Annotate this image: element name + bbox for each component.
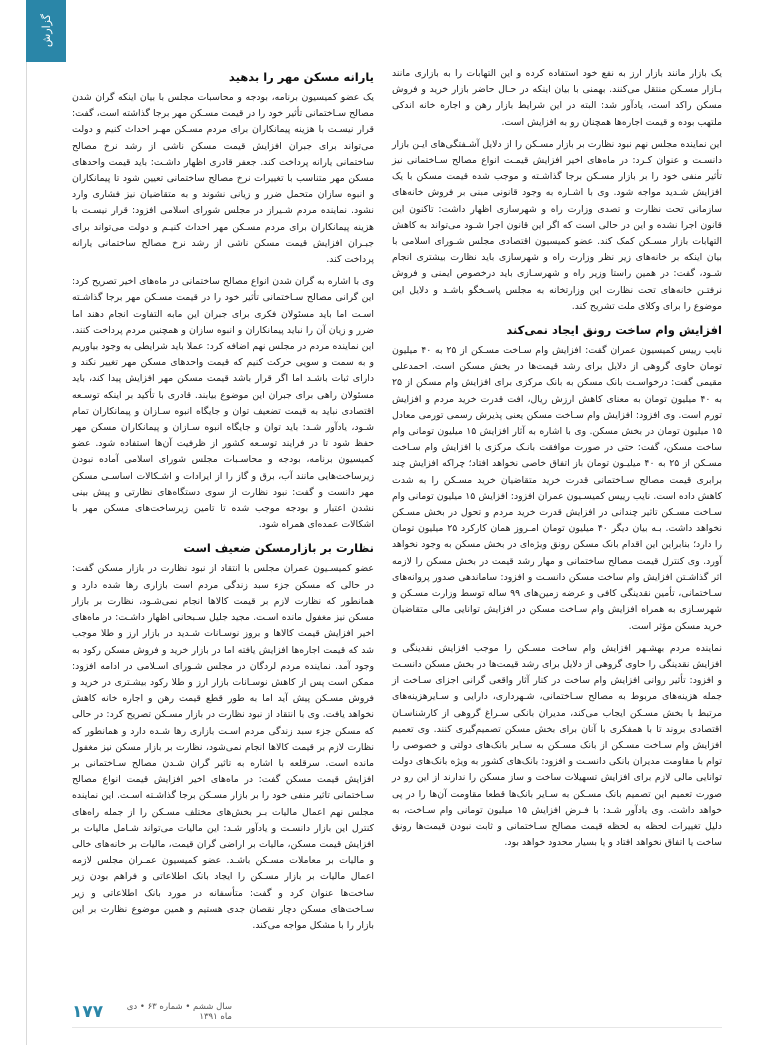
footer-divider	[72, 1027, 722, 1028]
paragraph: این نماینده مجلس نهم نبود نظارت بر بازار مسـکن را از دلایل آشـفتگی‌های ایـن بازار دانسـت و عنوان کـرد: در ماه‌های اخیر افزایش قیمـت انواع مصالح سـاختمانی نیز تأثیر منفی خود را بر بازار مسـکن برجا گذاشـته و موجب شده قیمت مسکن با یک افزایش شـدید مواجه شود. وی با اشـاره به وجود قانونی مبنی بر فروش خانه‌های سازمانی تحت نظارت و تصدی وزارت راه و شهرسازی اظهار داشت: تاکنون این قانون اجرا نشده و این در حالی است که اگر این قانون اجرا شـود می‌تواند به کاهش التهابات بازار مسـکن کمک کند. عضو کمیسیون اقتصادی مجلس شـورای اسلامی با بیان اینکه بر خانه‌های زیر نظر وزارت راه و شهرسازی باید نظارت بیشتری انجام شـود، گفت: در همین راستا وزیر راه و شهرسـازی باید درخصوص ایمنی و فروش نرفتـن خانه‌های تحت نظارت این وزارتخانه به مجلس پاسـخگو باشـد و دلایل این موضوع را برای وکلای ملت تشریح کند.	[392, 138, 722, 312]
side-strip	[26, 62, 67, 1045]
paragraph: نایب رییس کمیسیون عمران گفت: افزایش وام سـاخت مسـکن از ۲۵ به ۴۰ میلیون تومان حاوی گروهی از دلایل برای رشد قیمت‌ها در بخش مسکن است. احمدعلی مقیمی گفت: درخواسـت بانک مسکن به بانک مرکزی برای افزایش وام مسکن از ۲۵ به ۴۰ میلیون تومان به معنای کاهش ارزش ریال، افت قدرت خرید مردم و افزایش تورم است. وی افزود: افزایش وام سـاخت مسکن یعنی پذیرش رسمی تورمی معادل ۱۵ میلیون تومان در بخش مسکن. وی با اشاره به آثار افزایش ۱۵ میلیون تومانی وام ساخت مسکن، گفت: حتی در صورت موافقت بانـک مرکزی با افزایش وام سـاخت مسـکن از ۲۵ به ۴۰ میلیـون تومان باز اتفاق خاصی نخواهد افتاد؛ چراکه افزایش چند برابری قیمت مصالح سـاختمانی قدرت خرید متقاضیان خرید مسـکن را به شدت کاهش داده است. نایب رییس کمیسـیون عمران افزود: افزایش ۱۵ میلیون تومانی وام سـاخت مسـکن تاثیر چندانی در افزایش قدرت خرید مردم و تحول در بخش مسـکن نخواهد داشت. بـه بیان دیگر ۴۰ میلیون تومان امـروز همان کارکرد ۲۵ میلیون تومان را دارد؛ بنابراین این اقدام بانک مسکن رونق ویژه‌ای در بخش مسکن به وجود نخواهد آورد. وی کنترل قیمت مصالح ساختمانی و مهار رشد قیمت در بخش مسکن را لازمه اثر گذاشـتن افزایش وام ساخت مسکن دانسـت و افزود: ساماندهی صدور پروانه‌های سـاختمانی، تأمین نقدینگی کافی و عرضه زمین‌های ۹۹ ساله توسط وزارت مسـکن و شهرسـازی به همراه افزایش وام سـاخت مسکن در افزایش توانایی مالی متقاضیان خرید مسکن مؤثر است.	[392, 345, 723, 632]
paragraph: عضو کمیسـیون عمران مجلس با انتقاد از نبود نظارت در بازار مسکن گفت: در حالی که مسکن جزء سبد زندگی مردم است بازاری رها شده دارد و همانطور که نظارت لازم بر قیمت کالاها انجام نمی‌شـود، نظارت بر بازار مسکن نیز مغفول مانده اسـت. مجید جلیل سـبحانی اظهار داشـت: در ماه‌های اخیر افزایش قیمت کالاها و بروز نوسـانات شـدید در بازار ارز و طلا موجب شد که قیمت اجاره‌ها افزایش یافته اما در بازار خرید و فروش مسکن رکود به وجود آمد. نماینده مردم لردگان در مجلس شـورای اسـلامی در ادامه افزود: ممکن است پس از کاهش نوسـانات بازار ارز و طلا رکود بیشـتری در خرید و فروش مسـکن پیش آید اما به طور قطع قیمت رهن و اجاره خانه کاهش نخواهد یافت. وی با انتقاد از نبود نظارت در بازار مسـکن تصریح کرد: در حالی که مسکن جزء سبد زندگی مردم اسـت بازاری رها شـده دارد و همانطور که نظارت لازم بر قیمت کالاها انجام نمی‌شود، نظارت بر بازار مسکن نیز مغفول مانده است. سرقلعه با اشاره به تاثیر گران شـدن مصالح سـاختمانی بر افزایش قیمت مسکن گفت: در ماه‌های اخیر افزایش قیمت انواع مصالح سـاختمانی تاثیر منفی خود را بر بازار مسـکن برجا گذاشـته اسـت. این نماینده مجلس نهم اعمال مالیات بـر بخش‌های مختلف مسـکن را از جمله راه‌های کنترل این بازار دانسـت و یادآور شـد: این مالیات می‌تواند شـامل مالیات بر افزایش قیمت مسکن، مالیات بر اراضی گران قیمت، مالیات بر خانه‌های خالی و مالیات بر معاملات مسـکن باشـد. عضو کمیسیون عمـران مجلس لازمه اعمال مالیات بر بازار مسـکن را ایجاد بانک اطلاعاتی و فراهم بودن زیر ساخت‌ها عنوان کرد و گفت: متأسفانه در مورد بانک اطلاعاتی و زیر سـاخت‌های مسکن دچار نقصان جدی هستیم و همین موضوع نظارت بر این بازار را با مشکل مواجه می‌کند.	[72, 563, 374, 931]
section-heading: نظارت بر بازارمسکن ضعیف است	[183, 541, 374, 556]
issue-info: سال ششم • شماره ۶۳ • دی ماه ۱۳۹۱	[126, 1002, 232, 1022]
paragraph: یک عضو کمیسیون برنامه، بودجه و محاسبات مجلس با بیان اینکه گران شدن مصالح سـاختمانی تأثیر خود را در قیمت مسـکن مهر برجا گذاشته است، گفت: قرار نیسـت با هزینه پیمانکاران برای مردم مسـکن مهـر احداث کنیم و دولت می‌تواند برای جبران افزایش قیمت مسکن ناشی از رشد نرخ مصالح ساختمانی یارانه پرداخت کند. جعفر قادری اظهار داشـت: باید قیمت واحدهای مسکن مهر متناسب با تغییرات نرخ مصالح ساختمانی تعیین شود تا پیمانکاران و انبوه سازان متحمل ضرر و زیانی نشوند و به متقاضیان نیز فشاری وارد نشود. نماینده مردم شـیراز در مجلس شورای اسلامی افزود: قرار نیسـت با هزینه پیمانکاران برای مردم مسـکن مهر احداث کنیـم و دولت می‌تواند برای جبـران افزایش قیمت مسکن ناشی از رشد نرخ مصالح ساختمانی یارانه پرداخت کند.	[72, 92, 374, 266]
section-tab	[26, 0, 66, 62]
paragraph: یک بازار مانند بازار ارز به نفع خود استفاده کرده و این التهابات را به بازاری مانند بـازار مسـکن منتقل می‌کنند. بهمنی با بیان اینکه در حـال حاضر بازار خرید و فروش مسکن راکد است، یادآور شد: البته در این شرایط بازار رهن و اجاره خانه اندکی ملتهب بوده و قیمت اجاره‌ها همچنان رو به افزایش است.	[392, 68, 722, 128]
page-number: ۱۷۷	[72, 1002, 104, 1022]
section-heading: یارانه مسکن مهر را بدهید	[228, 70, 374, 84]
paragraph: وی با اشاره به گران شدن انواع مصالح ساختمانی در ماه‌های اخیر تصریح کرد: این گرانی مصالح سـاختمانی تأثیر خود را در قیمت مسـکن مهر برجا گذاشـته اسـت اما باید مسئولان فکری برای جبران این مابه التفاوت انجام دهند اما ضرر و زیان آن را نباید پیمانکاران و انبوه سازان و همچنین مردم پرداخت کنند. این نماینده مردم در مجلس نهم اضافه کرد: عملا باید شرایطی به وجود بیاوریم و به سمت و سویی حرکت کنیم که قیمت واحدهای مسکن مهر تغییر نکند و دارای ثبات باشـد اما اگر قرار باشد قیمت مسکن مهر افزایش پیدا کند، باید مسئولان راهی برای جبران این موضوع بیابند. قادری با تأکید بر اینکه توسـعه اقتصادی نباید به قیمت تضعیف توان و جایگاه انبوه سـازان و پیمانکاران تمام شـود، یادآور شـد: باید توان و جایگاه انبوه سـازان و پیمانکاران مسکن مهر حفظ شود تا در فرایند توسـعه کشور از ظرفیت آن‌ها استفاده شود. عضو کمیسیون برنامه، بودجه و محاسـبات مجلس شورای اسلامی آماده نبودن زیرساخت‌هایی مانند آب، برق و گاز را از ایرادات و اشـکالات اساسـی مسکن مهر دانست و گفت: نبود نظارت از سوی دستگاه‌های نظارتی و پیش بینی نشدن اعتبار و بودجه موجب شده تا تامین زیرساخت‌های مسکن مهر با اشکالات عمده‌ای همراه شود.	[72, 276, 374, 531]
section-heading: افزایش وام ساخت رونق ایجاد نمی‌کند	[506, 323, 722, 338]
right-column	[392, 66, 722, 857]
paragraph: نماینده مردم بهشـهر افزایش وام ساخت مسـکن را موجب افزایش نقدینگی و افزایش نقدینگی را حاوی گروهی از دلایل برای رشد قیمت‌ها در بخش مسکن دانسـت و افزود: تأثیر روانی افزایش وام ساخت در کنار آثار واقعی گرانی اجزای سـاخت از جمله هزینه‌های مربوط به مصالح سـاختمانی، شـهرداری، دارایی و سـایرهزینه‌های مرتبط با بخش مسـکن ایجاب می‌کند، مدیران بانکی سـراغ گروهی از کارشناسـان اقتصادی بروند تا با همفکری با آنان برای بخش مسکن تصمیم‌گیری کنند. وی تعمیم افزایش وام سـاخت مسـکن از بانک مسـکن به سـایر بانک‌های دولتی و خصوصی را توام با مقاومت مدیران بانکی دانسـت و افزود: بانک‌های کشور به ویژه بانک‌های دولت توانایی مالی لازم برای افزایش تسهیلات ساخت و ساز مسکن را ندارند از این رو در صورت تعمیم این تصمیم بانک مسـکن به سـایر بانک‌ها قطعا مقاومت آن‌ها را در پی خواهد داشت. وی یادآور شـد: با فـرض افزایش ۱۵ میلیون تومانی وام سـاخت، به دلیل تغییرات لحظه به لحظه قیمت مصالح سـاختمانی و ثابت نبودن قیمت‌ها رونق ساخت یا اتفاق نخواهد افتاد و یا بسیار محدود خواهد بود.	[392, 642, 722, 849]
left-column	[72, 68, 374, 940]
section-tab-label: گزارش	[39, 14, 53, 48]
page-footer	[72, 1002, 232, 1022]
